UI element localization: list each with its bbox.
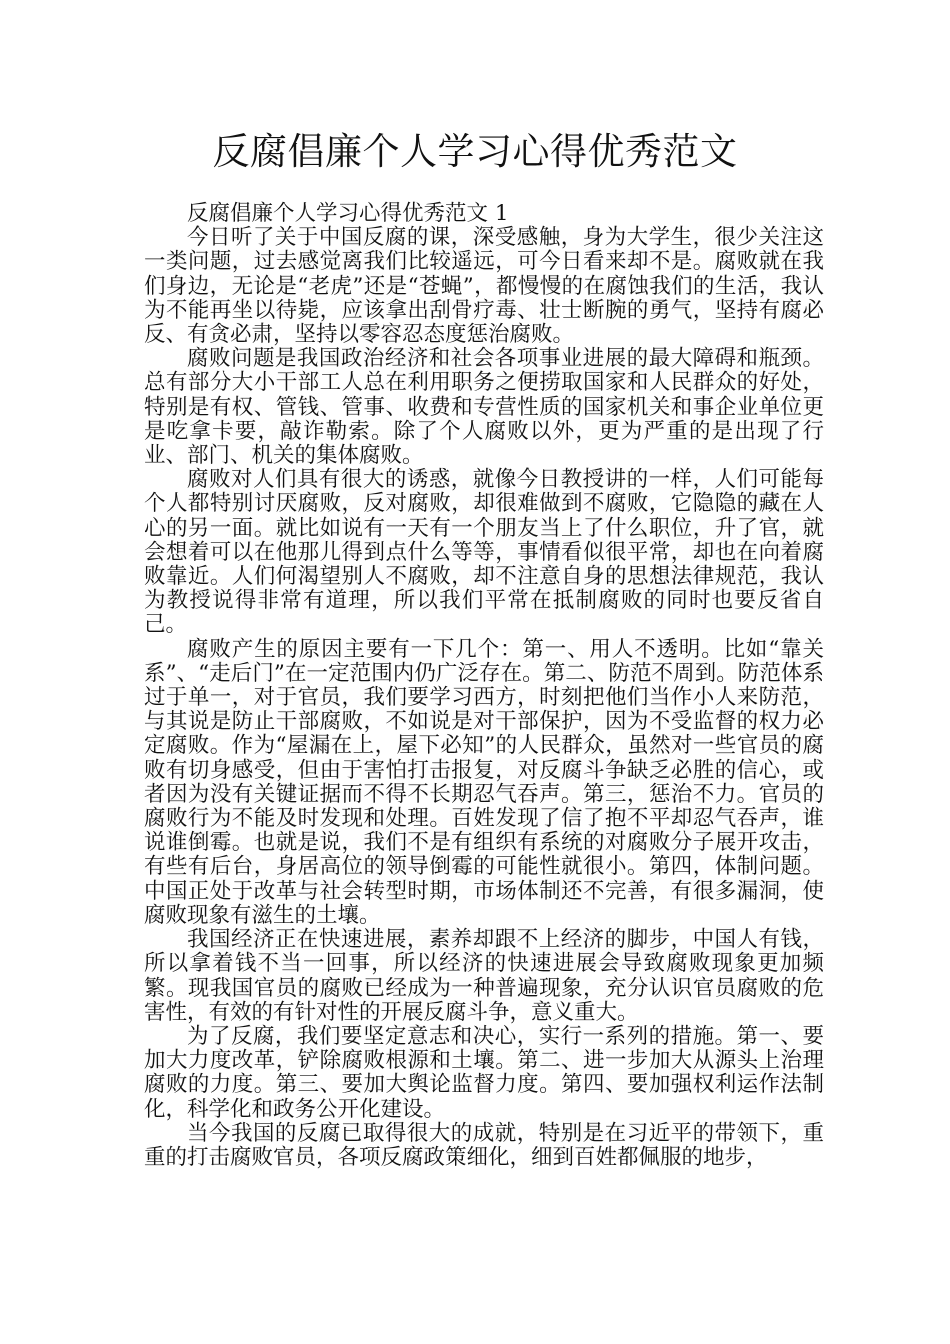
paragraph-2: 腐败问题是我国政治经济和社会各项事业进展的最大障碍和瓶颈。总有部分大小干部工人总在利用职务之便捞取国家和人民群众的好处，特别是有权、管钱、管事、收费和专营性质的国家机关和事企业单位更是吃拿卡要，敲诈勒索。除了个人腐败以外，更为严重的是出现了行业、部门、机关的集体腐败。 [144, 346, 824, 469]
section-heading: 反腐倡廉个人学习心得优秀范文 1 [187, 201, 509, 226]
paragraph-6: 为了反腐，我们要坚定意志和决心，实行一系列的措施。第一、要加大力度改革，铲除腐败根源和土壤。第二、进一步加大从源头上治理腐败的力度。第三、要加大舆论监督力度。第四、要加强权利运作法制化，科学化和政务公开化建设。 [144, 1023, 824, 1122]
paragraph-4: 腐败产生的原因主要有一下几个：第一、用人不透明。比如“靠关系”、“走后门”在一定范围内仍广泛存在。第二、防范不周到。防范体系过于单一，对于官员，我们要学习西方，时刻把他们当作小人来防范，与其说是防止干部腐败，不如说是对干部保护，因为不受监督的权力必定腐败。作为“屋漏在上，屋下必知”的人民群众，虽然对一些官员的腐败有切身感受，但由于害怕打击报复，对反腐斗争缺乏必胜的信心，或者因为没有关键证据而不得不长期忍气吞声。第三，惩治不力。官员的腐败行为不能及时发现和处理。百姓发现了信了抱不平却忍气吞声，谁说谁倒霉。也就是说，我们不是有组织有系统的对腐败分子展开攻击，有些有后台，身居高位的领导倒霉的可能性就很小。第四，体制问题。中国正处于改革与社会转型时期，市场体制还不完善，有很多漏洞，使腐败现象有滋生的土壤。 [144, 636, 824, 928]
document-body [144, 202, 824, 1170]
paragraph-1: 今日听了关于中国反腐的课，深受感触，身为大学生，很少关注这一类问题，过去感觉离我们比较遥远，可今日看来却不是。腐败就在我们身边，无论是“老虎”还是“苍蝇”，都慢慢的在腐蚀我们的生活，我认为不能再坐以待毙，应该拿出刮骨疗毒、壮士断腕的勇气，坚持有腐必反、有贪必肃，坚持以零容忍态度惩治腐败。 [144, 225, 824, 348]
paragraph-7: 当今我国的反腐已取得很大的成就，特别是在习近平的带领下，重重的打击腐败官员，各项反腐政策细化，细到百姓都佩服的地步， [144, 1120, 824, 1170]
document-title: 反腐倡廉个人学习心得优秀范文 [212, 130, 738, 173]
paragraph-3: 腐败对人们具有很大的诱惑，就像今日教授讲的一样，人们可能每个人都特别讨厌腐败，反对腐败，却很难做到不腐败，它隐隐的藏在人心的另一面。就比如说有一天有一个朋友当上了什么职位，升了官，就会想着可以在他那儿得到点什么等等，事情看似很平常，却也在向着腐败靠近。人们何渴望别人不腐败，却不注意自身的思想法律规范，我认为教授说得非常有道理，所以我们平常在抵制腐败的同时也要反省自己。 [144, 467, 824, 638]
paragraph-5: 我国经济正在快速进展，素养却跟不上经济的脚步，中国人有钱，所以拿着钱不当一回事，所以经济的快速进展会导致腐败现象更加频繁。现我国官员的腐败已经成为一种普遍现象，充分认识官员腐败的危害性，有效的有针对性的开展反腐斗争，意义重大。 [144, 927, 824, 1025]
